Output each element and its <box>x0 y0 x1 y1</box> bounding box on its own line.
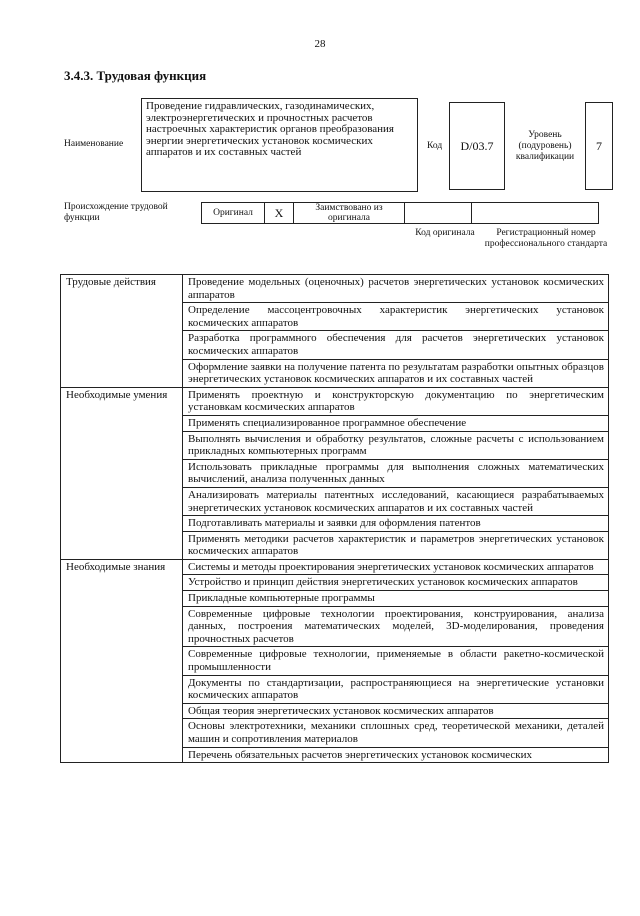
requirement-item: Современные цифровые технологии проектирования, конструирования, анализа данных, построения математических моделей, 3D-моделирования, проведения прочностных расчетов <box>183 606 609 647</box>
code-value: D/03.7 <box>449 102 505 190</box>
reg-number-label: Регистрационный номер профессионального стандарта <box>484 228 608 249</box>
requirement-item: Перечень обязательных расчетов энергетических установок космических <box>183 747 609 763</box>
borrowed-label: Заимствовано из оригинала <box>294 203 405 224</box>
table-row <box>61 275 609 303</box>
function-name-box: Проведение гидравлических, газодинамических, электроэнергетических и прочностных расчетов настроечных характеристик органов преобразования энергии энергетических установок космических аппаратов и их составных частей <box>141 98 418 192</box>
category-label: Трудовые действия <box>61 275 183 388</box>
requirement-item: Системы и методы проектирования энергетических установок космических аппаратов <box>183 559 609 575</box>
category-label: Необходимые знания <box>61 559 183 762</box>
requirement-item: Документы по стандартизации, распространяющиеся на энергетические установки космических аппаратов <box>183 675 609 703</box>
requirement-item: Выполнять вычисления и обработку результатов, сложные расчеты с использованием прикладных компьютерных программ <box>183 431 609 459</box>
name-label: Наименование <box>64 139 124 149</box>
table-row <box>61 559 609 575</box>
requirement-item: Проведение модельных (оценочных) расчетов энергетических установок космических аппаратов <box>183 275 609 303</box>
original-label: Оригинал <box>202 203 265 224</box>
requirement-item: Использовать прикладные программы для выполнения сложных математических вычислений, анализа полученных данных <box>183 459 609 487</box>
requirement-item: Подготавливать материалы и заявки для оформления патентов <box>183 516 609 532</box>
requirement-item: Определение массоцентровочных характеристик энергетических установок космических аппаратов <box>183 303 609 331</box>
section-title: 3.4.3. Трудовая функция <box>64 68 207 83</box>
qualification-level-label: Уровень (подуровень) квалификации <box>515 130 575 162</box>
code-original-label: Код оригинала <box>415 228 475 238</box>
requirement-item: Общая теория энергетических установок космических аппаратов <box>183 703 609 719</box>
page-number: 28 <box>314 38 326 50</box>
origin-table <box>201 202 599 224</box>
code-original-cell <box>405 203 472 224</box>
origin-label: Происхождение трудовой функции <box>64 202 168 223</box>
code-label: Код <box>427 141 443 151</box>
original-mark: X <box>265 203 294 224</box>
labor-function-table <box>60 274 609 763</box>
requirement-item: Анализировать материалы патентных исследований, касающиеся разрабатываемых энергетических установок космических аппаратов и их составных частей <box>183 487 609 515</box>
requirement-item: Основы электротехники, механики сплошных сред, теоретической механики, деталей машин и сопротивления материалов <box>183 719 609 747</box>
requirement-item: Применять специализированное программное обеспечение <box>183 415 609 431</box>
category-label: Необходимые умения <box>61 387 183 559</box>
requirement-item: Прикладные компьютерные программы <box>183 591 609 607</box>
requirement-item: Современные цифровые технологии, применяемые в области ракетно-космической промышленности <box>183 647 609 675</box>
requirement-item: Оформление заявки на получение патента по результатам разработки опытных образцов энергетических установок космических аппаратов и их составных частей <box>183 359 609 387</box>
qualification-level-value: 7 <box>585 102 613 190</box>
requirement-item: Устройство и принцип действия энергетических установок космических аппаратов <box>183 575 609 591</box>
requirement-item: Применять проектную и конструкторскую документацию по энергетическим установкам космических аппаратов <box>183 387 609 415</box>
requirement-item: Применять методики расчетов характеристик и параметров энергетических установок космических аппаратов <box>183 531 609 559</box>
table-row <box>61 387 609 415</box>
requirement-item: Разработка программного обеспечения для расчетов энергетических установок космических аппаратов <box>183 331 609 359</box>
reg-number-cell <box>472 203 599 224</box>
